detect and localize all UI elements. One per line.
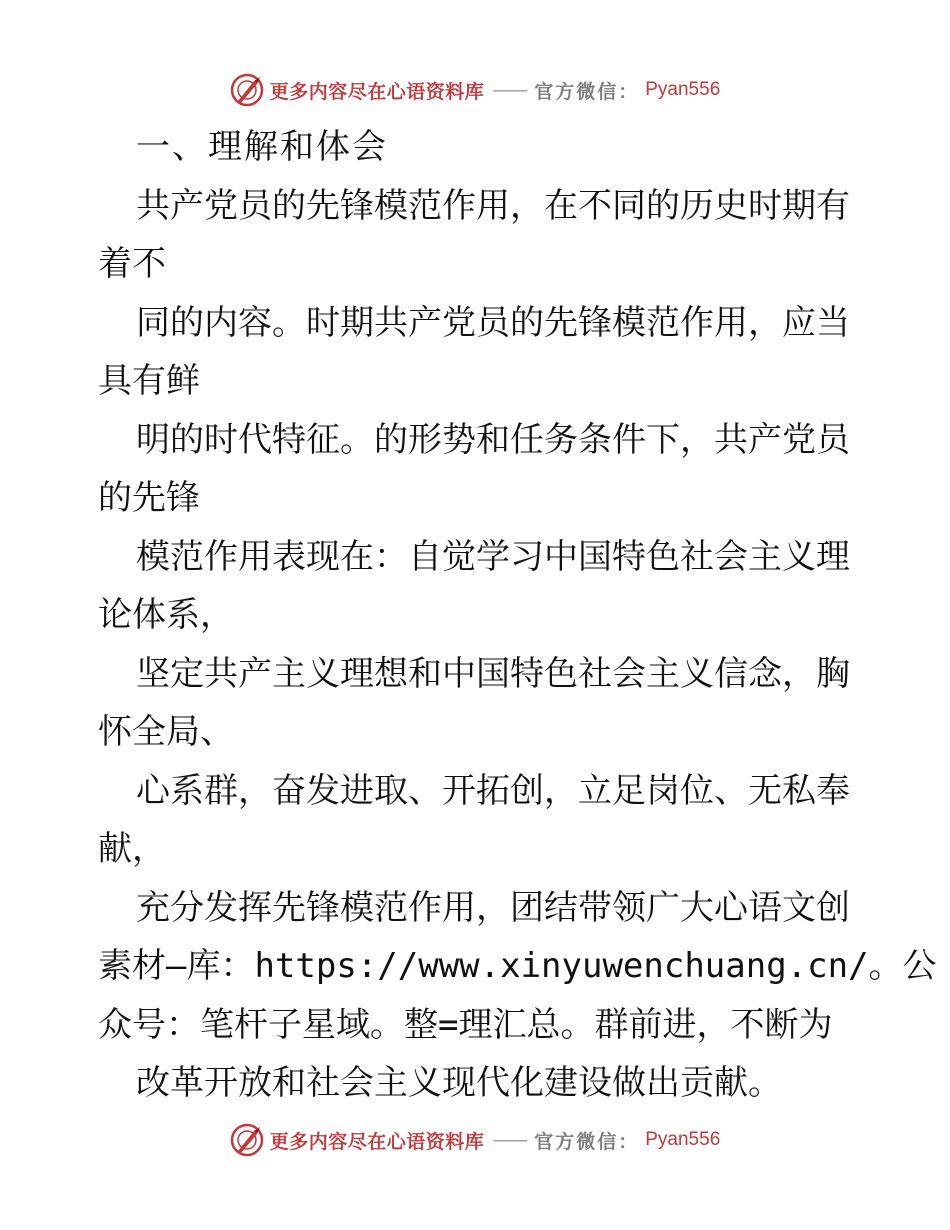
body-line: 论体系， xyxy=(98,595,234,635)
banner-official-label: 官方微信： xyxy=(534,80,640,103)
footer-banner xyxy=(0,1120,950,1160)
body-line: 心系群，奋发进取、开拓创，立足岗位、无私奉 xyxy=(136,770,850,811)
body-line: 众号：笔杆子星域。整=理汇总。群前进，不断为 xyxy=(98,1004,833,1045)
banner-official-label: 官方微信： xyxy=(534,1130,640,1153)
body-line: 模范作用表现在：自觉学习中国特色社会主义理 xyxy=(136,536,850,577)
quill-logo-icon xyxy=(230,73,264,107)
body-line: 具有鲜 xyxy=(98,361,200,401)
body-line: 怀全局、 xyxy=(98,712,234,752)
banner-brand-text: 更多内容尽在心语资料库 xyxy=(269,80,485,103)
document-body xyxy=(98,118,937,1113)
body-line: 献， xyxy=(98,829,166,869)
quill-logo-icon xyxy=(230,1123,264,1157)
banner-brand-text: 更多内容尽在心语资料库 xyxy=(269,1130,485,1153)
body-line: 改革开放和社会主义现代化建设做出贡献。 xyxy=(136,1063,782,1103)
body-line: 共产党员的先锋模范作用，在不同的历史时期有 xyxy=(136,185,850,226)
body-line: 同的内容。时期共产党员的先锋模范作用，应当 xyxy=(136,302,850,343)
body-line: 充分发挥先锋模范作用，团结带领广大心语文创 xyxy=(136,887,850,928)
header-banner xyxy=(0,70,950,110)
body-line: 的先锋 xyxy=(98,478,200,518)
section-heading: 一、理解和体会 xyxy=(136,127,388,167)
banner-wechat-id: Pyan556 xyxy=(645,79,721,100)
banner-wechat-id: Pyan556 xyxy=(645,1129,721,1150)
body-line: 素材—库：https://www.xinyuwenchuang.cn/。公 xyxy=(98,946,937,986)
banner-dash: —— xyxy=(492,1129,527,1151)
body-line: 坚定共产主义理想和中国特色社会主义信念，胸 xyxy=(136,653,850,694)
body-line: 着不 xyxy=(98,244,166,284)
banner-dash: —— xyxy=(492,79,527,101)
body-line: 明的时代特征。的形势和任务条件下，共产党员 xyxy=(136,419,850,460)
